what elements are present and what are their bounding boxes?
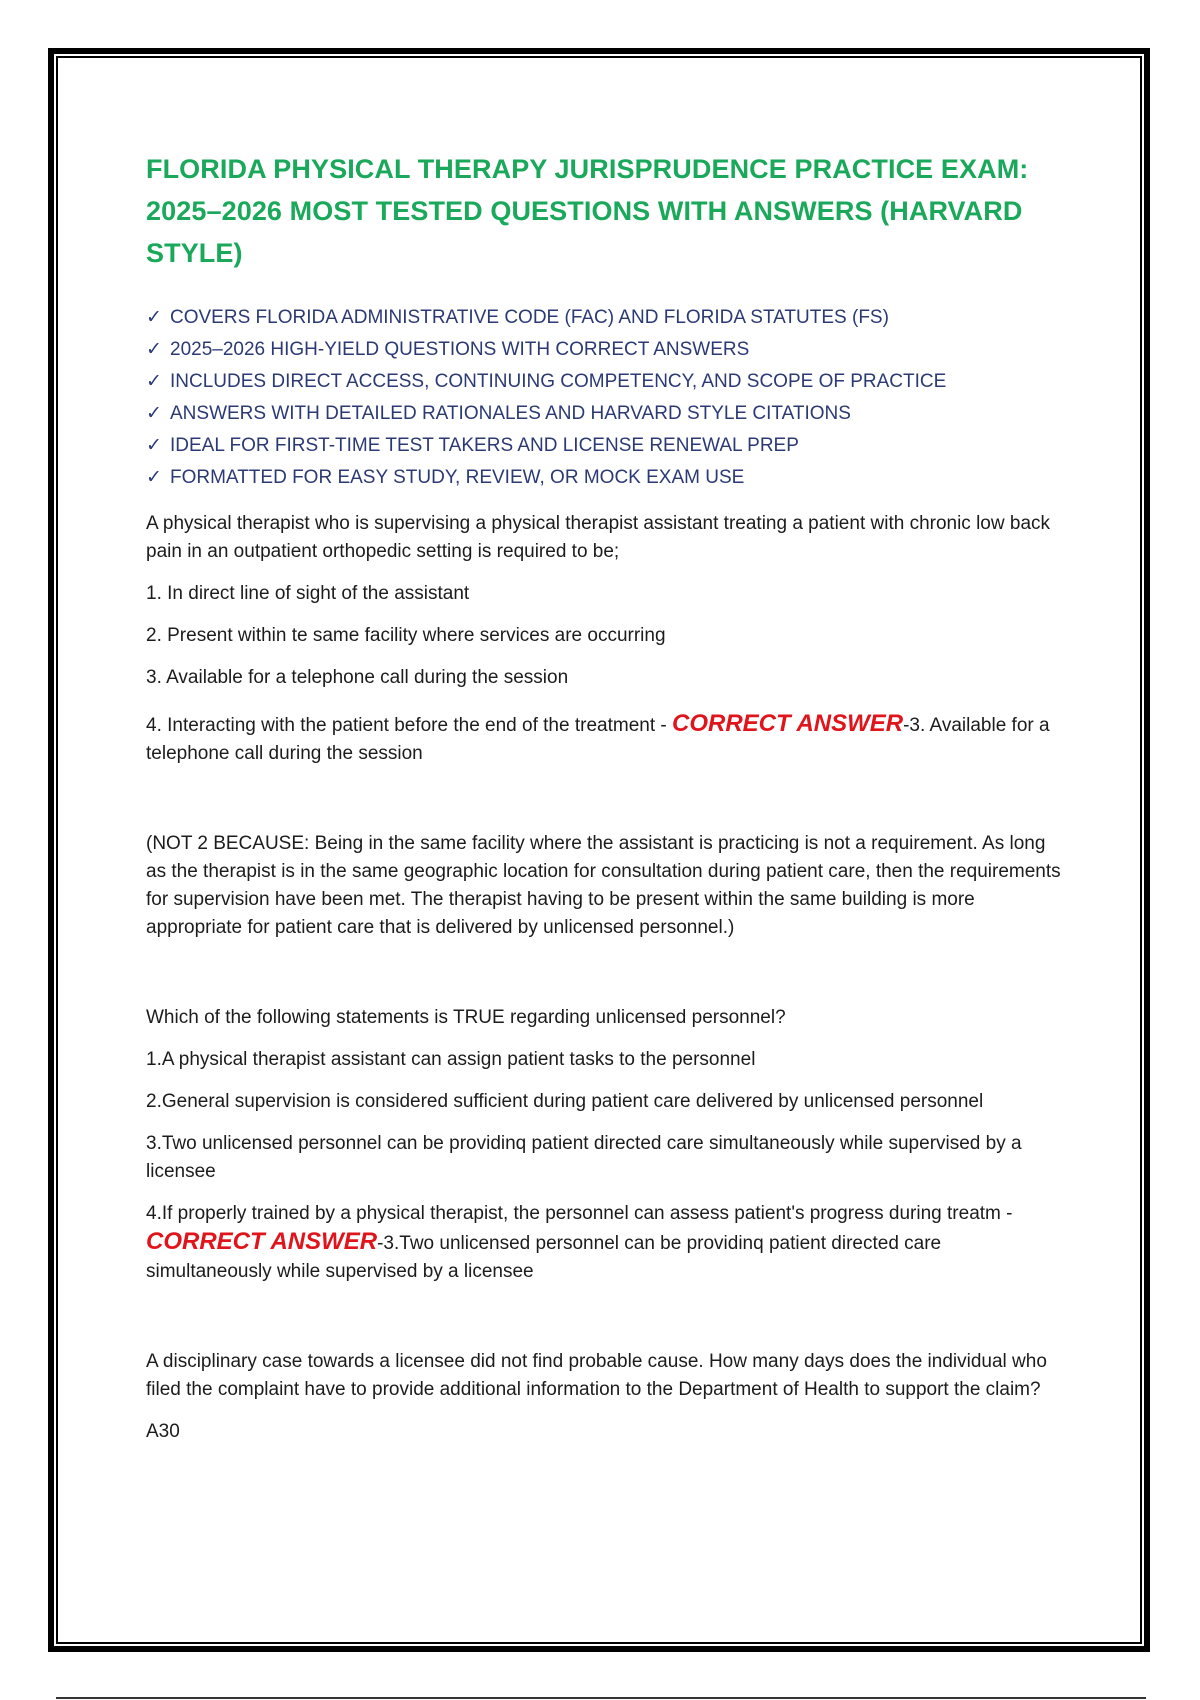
check-icon: ✓	[146, 339, 162, 360]
check-icon: ✓	[146, 371, 162, 392]
question-2-option-1: 1.A physical therapist assistant can assign patient tasks to the personnel	[146, 1049, 756, 1070]
answer-text: -3. Available for a telephone call during the session	[146, 715, 1050, 764]
feature-text: 2025–2026 HIGH-YIELD QUESTIONS WITH CORRECT ANSWERS	[170, 339, 750, 360]
question-1-option-4-with-answer	[146, 710, 1066, 768]
question-2-option-2: 2.General supervision is considered sufficient during patient care delivered by unlicensed personnel	[146, 1091, 984, 1112]
question-1-text: A physical therapist who is supervising a physical therapist assistant treating a patient with chronic low back pain in an outpatient orthopedic setting is required to be;	[146, 513, 1051, 562]
question-2-option-4-with-answer	[146, 1200, 1066, 1286]
check-icon: ✓	[146, 435, 162, 456]
correct-answer-label: CORRECT ANSWER	[146, 1228, 378, 1255]
feature-list	[146, 302, 1066, 494]
correct-answer-label: CORRECT ANSWER	[672, 710, 904, 737]
footer-rule	[56, 1697, 1146, 1699]
feature-text: FORMATTED FOR EASY STUDY, REVIEW, OR MOCK EXAM USE	[170, 467, 745, 488]
answer-text: -3.Two unlicensed personnel can be providinq patient directed care simultaneously while supervised by a licensee	[146, 1233, 942, 1282]
question-1-option-1: 1. In direct line of sight of the assistant	[146, 583, 470, 604]
check-icon: ✓	[146, 403, 162, 424]
feature-item	[146, 462, 1066, 494]
feature-text: INCLUDES DIRECT ACCESS, CONTINUING COMPETENCY, AND SCOPE OF PRACTICE	[170, 371, 947, 392]
feature-text: COVERS FLORIDA ADMINISTRATIVE CODE (FAC) AND FLORIDA STATUTES (FS)	[170, 307, 889, 328]
question-1-option-3: 3. Available for a telephone call during the session	[146, 667, 569, 688]
question-1-rationale: (NOT 2 BECAUSE: Being in the same facility where the assistant is practicing is not a requirement. As long as the therapist is in the same geographic location for consultation during patient care, then the requirements for supervision have been met. The therapist having to be present within the same building is more appropriate for patient care that is delivered by unlicensed personnel.)	[146, 833, 1061, 938]
feature-item	[146, 398, 1066, 430]
feature-text: IDEAL FOR FIRST-TIME TEST TAKERS AND LICENSE RENEWAL PREP	[170, 435, 799, 456]
check-icon: ✓	[146, 307, 162, 328]
document-body	[146, 148, 1066, 1446]
feature-item	[146, 302, 1066, 334]
option-4-text: 4. Interacting with the patient before the end of the treatment -	[146, 715, 672, 736]
question-3-answer: A30	[146, 1421, 180, 1442]
feature-text: ANSWERS WITH DETAILED RATIONALES AND HARVARD STYLE CITATIONS	[170, 403, 851, 424]
document-title: FLORIDA PHYSICAL THERAPY JURISPRUDENCE PRACTICE EXAM: 2025–2026 MOST TESTED QUESTIONS WITH ANSWERS (HARVARD STYLE)	[146, 154, 1029, 268]
feature-item	[146, 366, 1066, 398]
option-4-text: 4.If properly trained by a physical therapist, the personnel can assess patient's progress during treatm -	[146, 1203, 1013, 1224]
check-icon: ✓	[146, 467, 162, 488]
feature-item	[146, 430, 1066, 462]
question-3-text: A disciplinary case towards a licensee did not find probable cause. How many days does the individual who filed the complaint have to provide additional information to the Department of Health to support the claim?	[146, 1351, 1047, 1400]
question-2-option-3: 3.Two unlicensed personnel can be providinq patient directed care simultaneously while supervised by a licensee	[146, 1133, 1022, 1182]
question-2-text: Which of the following statements is TRUE regarding unlicensed personnel?	[146, 1007, 786, 1028]
feature-item	[146, 334, 1066, 366]
question-1-option-2: 2. Present within te same facility where services are occurring	[146, 625, 666, 646]
